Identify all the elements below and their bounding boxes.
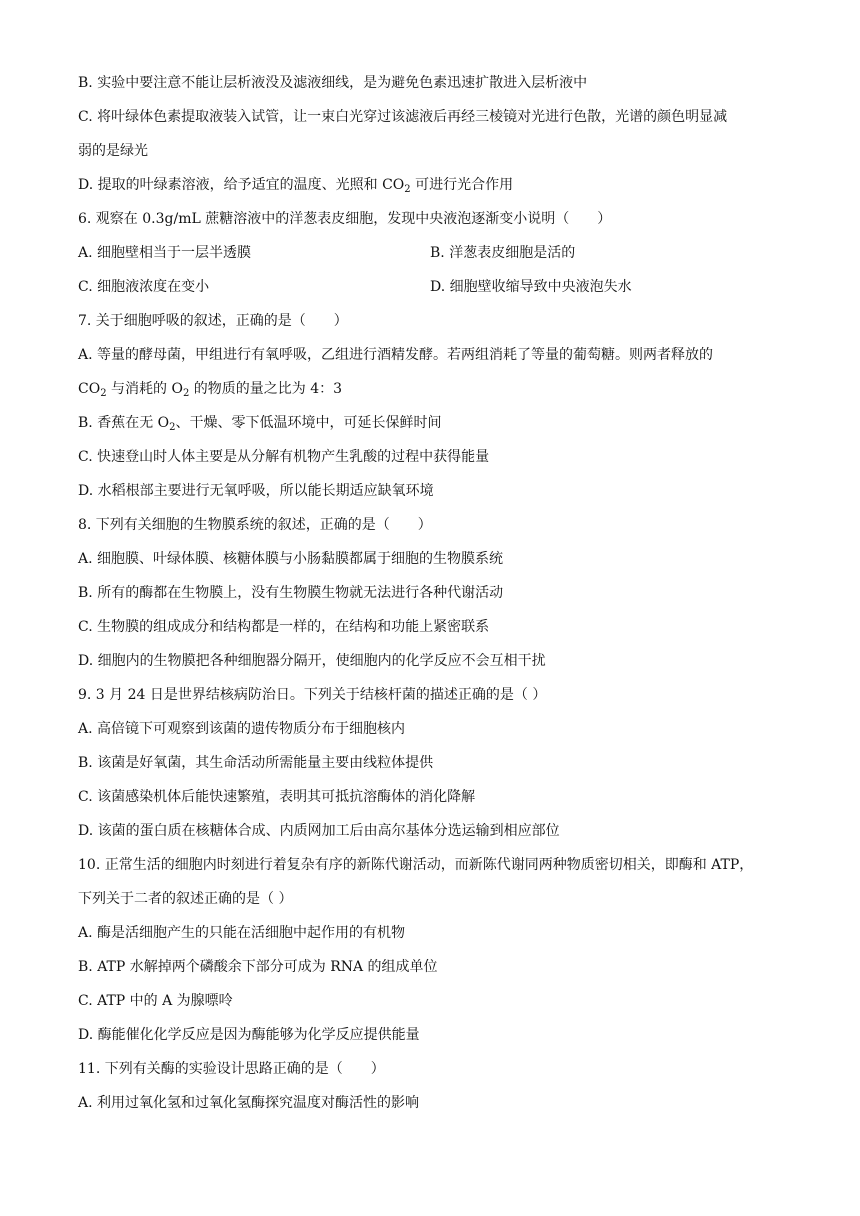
q7-option-a-line2 [78, 379, 342, 399]
q7-option-a-subscript-2: 2 [182, 388, 190, 399]
q10-option-d: D. 酶能催化化学反应是因为酶能够为化学反应提供能量 [78, 1027, 420, 1043]
q5-option-d-text: D. 提取的叶绿素溶液，给予适宜的温度、光照和 CO [78, 177, 405, 193]
q10-option-a: A. 酶是活细胞产生的只能在活细胞中起作用的有机物 [78, 925, 406, 941]
q7-option-a-co2: CO [78, 381, 101, 397]
q5-option-d-text-end: 可进行光合作用 [410, 177, 514, 193]
q7-option-b-subscript: 2 [169, 422, 176, 433]
q10-option-b: B. ATP 水解掉两个磷酸余下部分可成为 RNA 的组成单位 [78, 959, 438, 975]
q5-option-c-line2: 弱的是绿光 [78, 143, 148, 159]
q7-option-b-text-end: 、干燥、零下低温环境中，可延长保鲜时间 [175, 415, 442, 431]
q7-option-a-ratio: 的物质的量之比为 4：3 [189, 381, 343, 397]
q11-option-a: A. 利用过氧化氢和过氧化氢酶探究温度对酶活性的影响 [78, 1095, 420, 1111]
q7-option-d: D. 水稻根部主要进行无氧呼吸，所以能长期适应缺氧环境 [78, 483, 434, 499]
q9-option-d: D. 该菌的蛋白质在核糖体合成、内质网加工后由高尔基体分选运输到相应部位 [78, 823, 560, 839]
q7-option-a-line1: A. 等量的酵母菌，甲组进行有氧呼吸，乙组进行酒精发酵。若两组消耗了等量的葡萄糖。则两者释放的 [78, 347, 714, 363]
q9-option-c: C. 该菌感染机体后能快速繁殖，表明其可抵抗溶酶体的消化降解 [78, 789, 476, 805]
q8-option-a: A. 细胞膜、叶绿体膜、核糖体膜与小肠黏膜都属于细胞的生物膜系统 [78, 551, 504, 567]
q5-option-b: B. 实验中要注意不能让层析液没及滤液细线，是为避免色素迅速扩散进入层析液中 [78, 75, 588, 91]
q6-option-c: C. 细胞液浓度在变小 [78, 279, 210, 295]
q7-option-c: C. 快速登山时人体主要是从分解有机物产生乳酸的过程中获得能量 [78, 449, 490, 465]
q9-stem: 9. 3 月 24 日是世界结核病防治日。下列关于结核杆菌的描述正确的是（ ） [78, 687, 547, 703]
q6-stem: 6. 观察在 0.3g/mL 蔗糖溶液中的洋葱表皮细胞，发现中央液泡逐渐变小说明（ ） [78, 211, 612, 227]
q7-stem: 7. 关于细胞呼吸的叙述，正确的是（ ） [78, 313, 348, 329]
q10-stem-line2: 下列关于二者的叙述正确的是（ ） [78, 891, 293, 907]
q8-option-b: B. 所有的酶都在生物膜上，没有生物膜生物就无法进行各种代谢活动 [78, 585, 504, 601]
q8-stem: 8. 下列有关细胞的生物膜系统的叙述，正确的是（ ） [78, 517, 432, 533]
q7-option-a-subscript-1: 2 [100, 388, 107, 399]
q8-option-c: C. 生物膜的组成成分和结构都是一样的，在结构和功能上紧密联系 [78, 619, 490, 635]
q7-option-b [78, 413, 442, 433]
q5-option-d-subscript: 2 [404, 184, 411, 195]
q5-option-c-line1: C. 将叶绿体色素提取液装入试管，让一束白光穿过该滤液后再经三棱镜对光进行色散，光谱的颜色明显减 [78, 109, 728, 125]
q9-option-b: B. 该菌是好氧菌，其生命活动所需能量主要由线粒体提供 [78, 755, 434, 771]
q7-option-b-text: B. 香蕉在无 O [78, 415, 170, 431]
q10-stem-line1: 10. 正常生活的细胞内时刻进行着复杂有序的新陈代谢活动，而新陈代谢同两种物质密切相关，即酶和 ATP， [78, 857, 754, 873]
q8-option-d: D. 细胞内的生物膜把各种细胞器分隔开，使细胞内的化学反应不会互相干扰 [78, 653, 546, 669]
q6-option-d: D. 细胞壁收缩导致中央液泡失水 [430, 279, 632, 295]
q5-option-d [78, 175, 513, 195]
q7-option-a-text: 与消耗的 O [106, 381, 183, 397]
q10-option-c: C. ATP 中的 A 为腺嘌呤 [78, 993, 233, 1009]
q9-option-a: A. 高倍镜下可观察到该菌的遗传物质分布于细胞核内 [78, 721, 406, 737]
q6-option-b: B. 洋葱表皮细胞是活的 [430, 245, 576, 261]
q6-option-a: A. 细胞壁相当于一层半透膜 [78, 245, 252, 261]
q11-stem: 11. 下列有关酶的实验设计思路正确的是（ ） [78, 1061, 385, 1077]
